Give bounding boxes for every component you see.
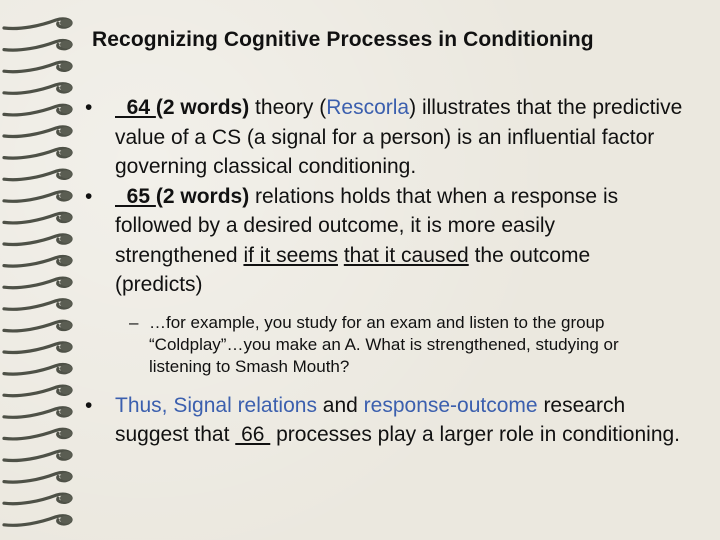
spiral-curl	[4, 278, 72, 288]
spiral-curl	[4, 257, 72, 267]
signal-relations-term: Thus, Signal relations	[115, 393, 317, 417]
spiral-curl	[4, 321, 72, 331]
bullet-64	[83, 93, 683, 182]
word-hint: (2 words)	[155, 184, 250, 208]
sub-bullet-example	[129, 312, 683, 378]
response-outcome-term: response-outcome	[363, 393, 538, 417]
blank-66: 66	[235, 423, 271, 446]
bullet-66	[83, 391, 683, 450]
bullet-text-part: processes play a larger role in conditioning.	[270, 423, 681, 446]
spiral-curl	[4, 192, 72, 202]
bullet-marker: •	[85, 393, 93, 417]
slide-content	[83, 93, 683, 450]
spiral-curl	[4, 41, 72, 51]
spiral-curl	[4, 494, 72, 504]
spiral-curl	[4, 386, 72, 396]
bullet-text-part: relations holds that when a response is followed by a desired outcome, it is more easily strengthened	[115, 184, 619, 267]
bullet-text	[115, 182, 683, 300]
underlined-phrase: if it seems	[243, 243, 338, 267]
bullet-65	[83, 182, 683, 300]
spiral-curl	[4, 62, 72, 72]
slide-title: Recognizing Cognitive Processes in Conditioning	[92, 28, 594, 51]
rescorla-term: Rescorla	[326, 96, 410, 119]
bullet-text-part: ) illustrates that the predictive value of a CS (a signal for a person) is an influential factor governing classical conditioning.	[115, 96, 683, 178]
spiral-curl	[4, 235, 72, 245]
spiral-curl	[4, 127, 72, 137]
bullet-text-part: and	[316, 393, 364, 417]
word-hint: (2 words)	[155, 96, 250, 119]
spiral-curl	[4, 516, 72, 526]
spiral-curl	[4, 300, 72, 310]
spiral-curl	[4, 473, 72, 483]
spiral-curl	[4, 408, 72, 418]
spiral-curl	[4, 429, 72, 439]
blank-64: 64	[115, 96, 156, 119]
bullet-text	[115, 391, 683, 450]
blank-65: 65	[115, 184, 156, 208]
sub-bullet-marker: –	[129, 312, 139, 332]
spiral-curl	[4, 365, 72, 375]
spiral-binding-decoration	[0, 0, 90, 540]
spiral-curl	[4, 343, 72, 353]
bullet-text-part: the outcome (predicts)	[115, 243, 591, 296]
spiral-curl	[4, 170, 72, 180]
spiral-curl	[4, 84, 72, 94]
bullet-marker: •	[85, 96, 93, 119]
spiral-curl	[4, 213, 72, 223]
spiral-curl	[4, 105, 72, 115]
spiral-curl	[4, 149, 72, 159]
bullet-text-part: research suggest that	[115, 393, 626, 446]
bullet-marker: •	[85, 184, 93, 208]
spiral-curl	[4, 451, 72, 461]
underlined-phrase: that it caused	[343, 243, 469, 267]
sub-bullet-text: …for example, you study for an exam and listen to the group “Coldplay”…you make an A. What is strengthened, studying or listening to Smash Mouth?	[149, 312, 619, 376]
bullet-text	[115, 93, 683, 182]
spiral-curl	[4, 19, 72, 29]
bullet-text-part: theory (	[249, 96, 327, 119]
